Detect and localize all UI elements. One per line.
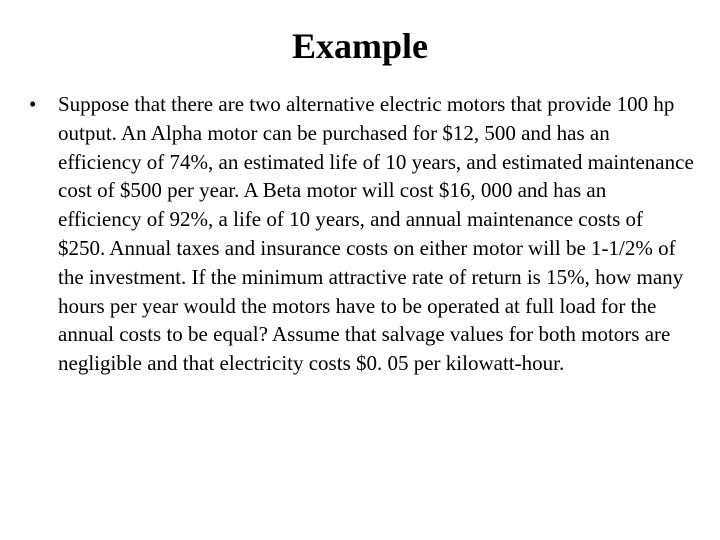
bullet-list xyxy=(0,90,720,378)
bullet-dot-icon: • xyxy=(29,92,37,116)
bullet-text: Suppose that there are two alternative electric motors that provide 100 hp output. An Alpha motor can be purchased for $12, 500 and has an efficiency of 74%, an estimated life of 10 years, and estimated maintenance cost of $500 per year. A Beta motor will cost $16, 000 and has an efficiency of 92%, a life of 10 years, and annual maintenance costs of $250. Annual taxes and insurance costs on either motor will be 1-1/2% of the investment. If the minimum attractive rate of return is 15%, how many hours per year would the motors have to be operated at full load for the annual costs to be equal? Assume that salvage values for both motors are negligible and that electricity costs $0. 05 per kilowatt-hour. xyxy=(58,92,694,376)
bullet-item xyxy=(0,90,720,378)
slide-title: Example xyxy=(291,26,428,66)
